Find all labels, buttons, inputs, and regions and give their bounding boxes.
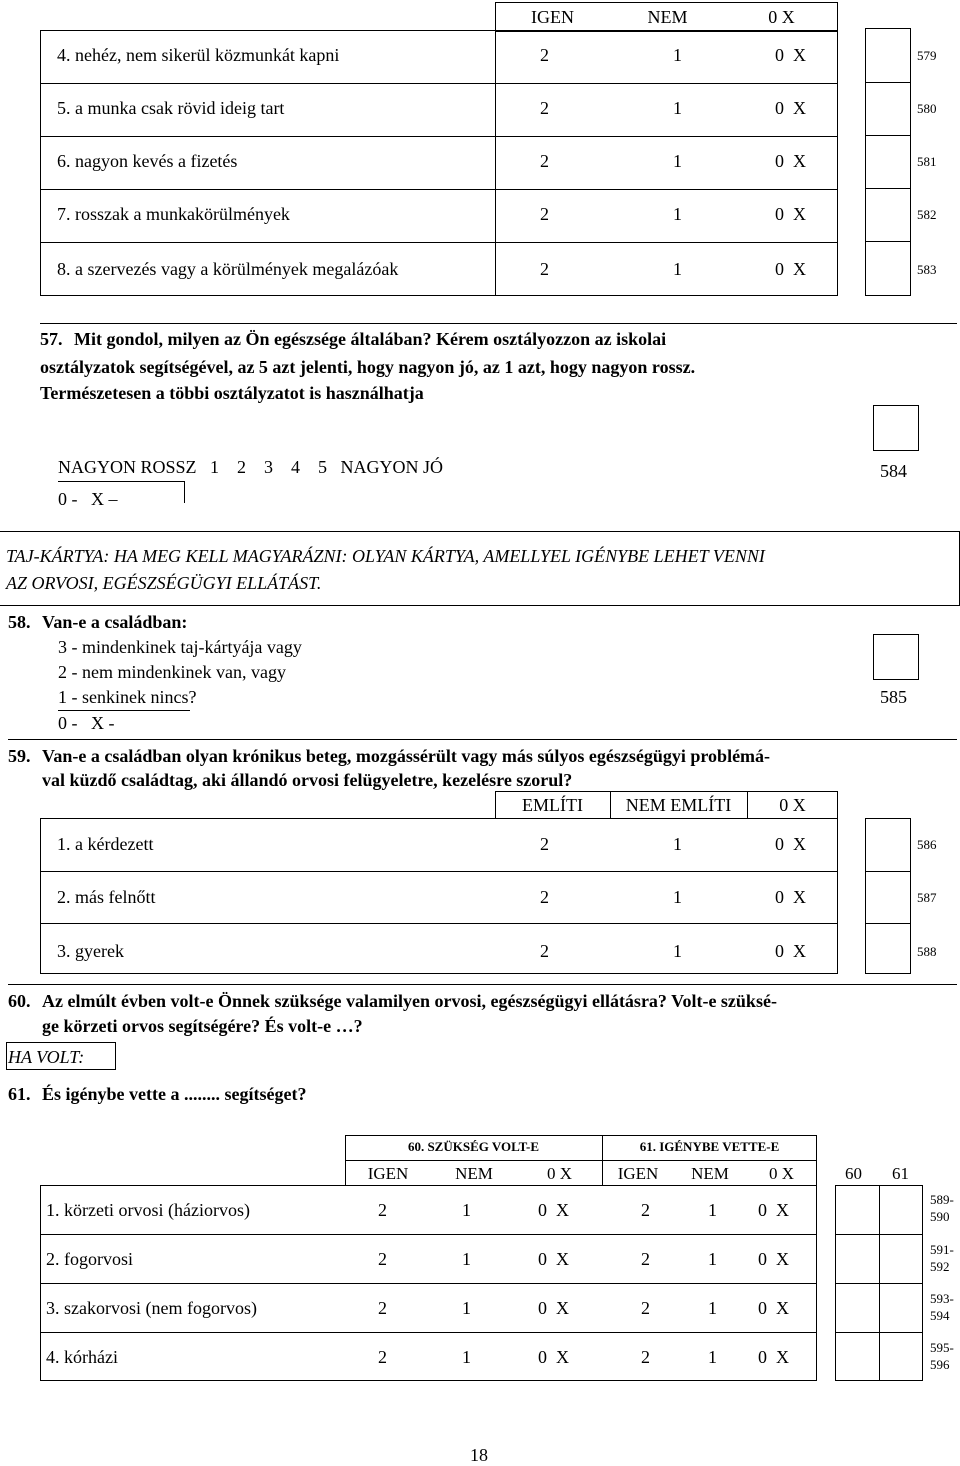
q57-question-line3: Természetesen a többi osztályzatot is használhatja (40, 383, 424, 403)
q57-scale-tick (184, 481, 185, 503)
q61-col-61: 61 (892, 1164, 909, 1183)
q61-row-used-missing[interactable]: 0 X (758, 1200, 789, 1220)
q60-top-rule (8, 984, 957, 985)
q59-row-label: 2. más felnőtt (57, 887, 156, 907)
q61-sub-no: NEM (691, 1164, 729, 1183)
q59-row-line (40, 923, 838, 924)
q57-question-line1: Mit gondol, milyen az Ön egészsége általában? Kérem osztályozzon az iskolai (74, 329, 667, 349)
q59-row-missing[interactable]: 0 X (775, 941, 806, 961)
q61-row-label: 4. kórházi (46, 1347, 118, 1367)
q61-sub-missing: 0 X (768, 1164, 795, 1183)
q61-row-used-no[interactable]: 1 (708, 1298, 717, 1318)
code-label: 594 (930, 1308, 950, 1323)
q59-row-missing[interactable]: 0 X (775, 834, 806, 854)
q58-code-box[interactable] (873, 634, 919, 680)
q56-row-missing[interactable]: 0 X (775, 98, 806, 118)
q61-row-used-yes[interactable]: 2 (641, 1298, 650, 1318)
taj-note-line1: TAJ-KÁRTYA: HA MEG KELL MAGYARÁZNI: OLYAN KÁRTYA, AMELLYEL IGÉNYBE LEHET VENNI (6, 546, 765, 566)
q61-row-used-no[interactable]: 1 (708, 1347, 717, 1367)
q59-question-line2: val küzdő családtag, aki állandó orvosi felügyeletre, kezelésre szorul? (42, 770, 573, 790)
q57-missing-codes[interactable]: 0 - X – (58, 489, 118, 509)
q57-code-box[interactable] (873, 405, 919, 451)
code-label: 591- (930, 1242, 954, 1257)
q61-row-used-yes[interactable]: 2 (641, 1200, 650, 1220)
q61-row-used-no[interactable]: 1 (708, 1200, 717, 1220)
q58-option[interactable]: 1 - senkinek nincs? (58, 687, 197, 707)
q58-option[interactable]: 3 - mindenkinek taj-kártyája vagy (58, 637, 302, 657)
q59-header-mentions: EMLÍTI (522, 795, 583, 815)
q61-row-label: 3. szakorvosi (nem fogorvos) (46, 1298, 257, 1318)
q61-sub-missing: 0 X (546, 1164, 573, 1183)
q58-question: Van-e a családban: (42, 612, 188, 632)
q61-group-needed: 60. SZÜKSÉG VOLT-E (407, 1139, 540, 1154)
code-box-divider (835, 1332, 923, 1333)
q56-row-label: 4. nehéz, nem sikerül közmunkát kapni (57, 45, 340, 65)
q59-row-not-mentions[interactable]: 1 (673, 834, 682, 854)
code-box-divider (865, 188, 911, 189)
q61-row-needed-no[interactable]: 1 (462, 1347, 471, 1367)
q61-row-used-yes[interactable]: 2 (641, 1249, 650, 1269)
q59-row-not-mentions[interactable]: 1 (673, 941, 682, 961)
q61-row-needed-missing[interactable]: 0 X (538, 1200, 569, 1220)
code-label: 588 (917, 944, 937, 959)
q61-row-needed-no[interactable]: 1 (462, 1200, 471, 1220)
q56-row-no[interactable]: 1 (673, 98, 682, 118)
code-label: 579 (917, 48, 937, 63)
q61-row-used-no[interactable]: 1 (708, 1249, 717, 1269)
q56-row-yes[interactable]: 2 (540, 45, 549, 65)
taj-note-box (0, 531, 960, 606)
code-label: 590 (930, 1209, 950, 1224)
q61-row-line (40, 1283, 817, 1284)
q61-sub-no: NEM (455, 1164, 493, 1183)
q61-row-line (40, 1332, 817, 1333)
q61-col-60: 60 (845, 1164, 862, 1183)
q61-question: És igénybe vette a ........ segítséget? (42, 1084, 307, 1104)
q59-body (40, 818, 838, 974)
q59-row-label: 1. a kérdezett (57, 834, 154, 854)
q61-sub-yes: IGEN (617, 1164, 659, 1183)
q61-row-used-missing[interactable]: 0 X (758, 1249, 789, 1269)
q56-row-line (40, 242, 838, 243)
code-box-divider (835, 1283, 923, 1284)
q59-row-not-mentions[interactable]: 1 (673, 887, 682, 907)
q57-question-line2: osztályzatok segítségével, az 5 azt jelenti, hogy nagyon jó, az 1 azt, hogy nagyon rossz. (40, 357, 696, 377)
q56-row-no[interactable]: 1 (673, 151, 682, 171)
code-label: 592 (930, 1259, 950, 1274)
q58-code: 585 (880, 687, 907, 707)
q60-number: 60. (8, 991, 31, 1011)
q57-top-rule (40, 323, 957, 324)
q56-row-yes[interactable]: 2 (540, 151, 549, 171)
q59-code-boxes[interactable] (865, 818, 911, 974)
code-label: 583 (917, 262, 937, 277)
q56-divider (495, 30, 496, 296)
taj-note-line2: AZ ORVOSI, EGÉSZSÉGÜGYI ELLÁTÁST. (6, 573, 322, 593)
q56-row-no[interactable]: 1 (673, 45, 682, 65)
q58-number: 58. (8, 612, 31, 632)
q61-row-needed-missing[interactable]: 0 X (538, 1347, 569, 1367)
q59-header-missing: 0 X (779, 795, 806, 815)
q56-row-no[interactable]: 1 (673, 204, 682, 224)
code-label: 593- (930, 1291, 954, 1306)
q56-row-line (40, 189, 838, 190)
code-label: 596 (930, 1357, 950, 1372)
q61-row-needed-yes[interactable]: 2 (378, 1347, 387, 1367)
q61-group-used: 61. IGÉNYBE VETTE-E (639, 1139, 780, 1154)
q59-number: 59. (8, 746, 31, 766)
q61-row-used-missing[interactable]: 0 X (758, 1347, 789, 1367)
q61-number: 61. (8, 1084, 31, 1104)
q61-row-needed-no[interactable]: 1 (462, 1249, 471, 1269)
q57-code: 584 (880, 461, 907, 481)
code-label: 587 (917, 890, 937, 905)
q57-number: 57. (40, 329, 63, 349)
q56-header-yes: IGEN (531, 7, 574, 27)
q56-code-boxes[interactable] (865, 28, 911, 296)
q61-row-needed-missing[interactable]: 0 X (538, 1249, 569, 1269)
code-label: 581 (917, 154, 937, 169)
q56-row-line (40, 83, 838, 84)
q61-row-needed-missing[interactable]: 0 X (538, 1298, 569, 1318)
q59-row-mentions[interactable]: 2 (540, 887, 549, 907)
q60-question-line1: Az elmúlt évben volt-e Önnek szüksége valamilyen orvosi, egészségügyi ellátásra? Volt-e szüksé- (42, 991, 777, 1011)
q56-row-no[interactable]: 1 (673, 259, 682, 279)
q61-row-line (40, 1234, 817, 1235)
q59-row-line (40, 871, 838, 872)
q59-header-not-mentions: NEM EMLÍTI (625, 795, 732, 815)
q56-header-missing: 0 X (768, 7, 795, 27)
q59-question-line1: Van-e a családban olyan krónikus beteg, mozgássérült vagy más súlyos egészségügyi problémá- (42, 746, 771, 766)
q58-missing-codes[interactable]: 0 - X - (58, 713, 115, 733)
code-label: 595- (930, 1340, 954, 1355)
q58-option[interactable]: 2 - nem mindenkinek van, vagy (58, 662, 286, 682)
code-box-divider (835, 1234, 923, 1235)
q61-row-needed-yes[interactable]: 2 (378, 1298, 387, 1318)
code-box-divider (865, 923, 911, 924)
q61-sub-yes: IGEN (367, 1164, 409, 1183)
page-number: 18 (470, 1445, 488, 1465)
q61-row-used-missing[interactable]: 0 X (758, 1298, 789, 1318)
code-label: 580 (917, 101, 937, 116)
q59-row-mentions[interactable]: 2 (540, 941, 549, 961)
q61-row-label: 2. fogorvosi (46, 1249, 133, 1269)
code-box-divider (865, 871, 911, 872)
q58-underline (58, 710, 190, 711)
q61-row-used-yes[interactable]: 2 (641, 1347, 650, 1367)
q56-row-label: 8. a szervezés vagy a körülmények megalázóak (57, 259, 399, 279)
q59-row-label: 3. gyerek (57, 941, 124, 961)
q59-row-missing[interactable]: 0 X (775, 887, 806, 907)
q59-row-mentions[interactable]: 2 (540, 834, 549, 854)
q56-row-yes[interactable]: 2 (540, 259, 549, 279)
q56-row-yes[interactable]: 2 (540, 98, 549, 118)
code-label: 586 (917, 837, 937, 852)
q56-row-label: 6. nagyon kevés a fizetés (57, 151, 238, 171)
q61-row-needed-no[interactable]: 1 (462, 1298, 471, 1318)
q56-row-missing[interactable]: 0 X (775, 259, 806, 279)
q56-row-yes[interactable]: 2 (540, 204, 549, 224)
code-box-divider (865, 135, 911, 136)
q56-row-line (40, 136, 838, 137)
code-box-divider (865, 82, 911, 83)
q56-row-missing[interactable]: 0 X (775, 151, 806, 171)
q60-if-yes: HA VOLT: (8, 1047, 85, 1067)
q61-row-needed-yes[interactable]: 2 (378, 1249, 387, 1269)
q59-top-rule (8, 739, 957, 740)
code-label: 589- (930, 1192, 954, 1207)
q56-row-missing[interactable]: 0 X (775, 45, 806, 65)
code-box-divider (865, 241, 911, 242)
q56-row-missing[interactable]: 0 X (775, 204, 806, 224)
q61-row-needed-yes[interactable]: 2 (378, 1200, 387, 1220)
q57-scale-underline (58, 481, 185, 482)
q56-row-label: 7. rosszak a munkakörülmények (57, 204, 290, 224)
q56-row-label: 5. a munka csak rövid ideig tart (57, 98, 285, 118)
q56-header-no: NEM (647, 7, 688, 27)
q61-row-label: 1. körzeti orvosi (háziorvos) (46, 1200, 250, 1220)
q57-scale[interactable]: NAGYON ROSSZ 1 2 3 4 5 NAGYON JÓ (58, 457, 444, 477)
code-label: 582 (917, 207, 937, 222)
q60-question-line2: ge körzeti orvos segítségére? És volt-e …? (42, 1016, 363, 1036)
